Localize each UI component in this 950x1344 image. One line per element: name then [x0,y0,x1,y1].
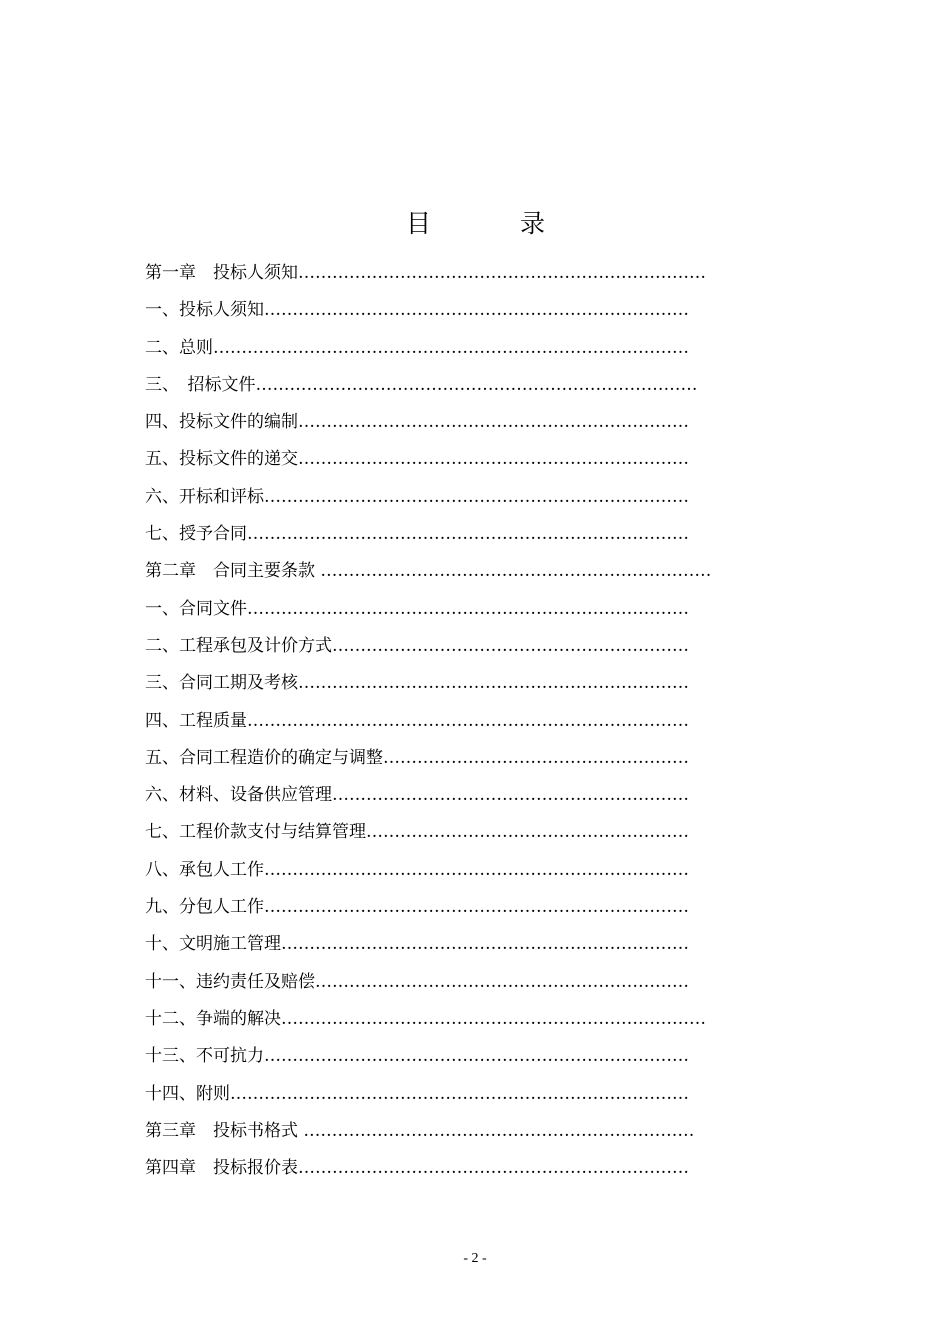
toc-title-char-1: 目 [406,209,432,238]
toc-entry-ch1-s5[interactable]: 五、投标文件的递交…………………………………………………………… [145,449,689,470]
toc-entry-ch2-s9[interactable]: 九、分包人工作………………………………………………………………… [145,897,689,918]
toc-entry-ch2-s6[interactable]: 六、材料、设备供应管理……………………………………………………… [145,785,689,806]
toc-entry-ch2-s11[interactable]: 十一、违约责任及赔偿………………………………………………………… [145,971,689,992]
toc-entry-ch1-s7[interactable]: 七、授予合同…………………………………………………………………… [145,524,689,545]
toc-entry-ch2-s10[interactable]: 十、文明施工管理……………………………………………………………… [145,934,689,955]
toc-entry-ch2-s3[interactable]: 三、合同工期及考核…………………………………………………………… [145,673,689,694]
toc-entry-ch1[interactable]: 第一章 投标人须知……………………………………………………………… [145,263,706,283]
toc-entry-ch2-s1[interactable]: 一、合同文件…………………………………………………………………… [145,598,689,619]
toc-entry-ch3[interactable]: 第三章 投标书格式 …………………………………………………………… [145,1120,695,1141]
toc-entry-ch4[interactable]: 第四章 投标报价表…………………………………………………………… [145,1158,689,1179]
toc-entry-ch1-s3[interactable]: 三、 招标文件…………………………………………………………………… [145,374,698,395]
toc-title-char-2: 录 [520,209,546,238]
toc-list [145,258,825,1190]
toc-entry-ch1-s1[interactable]: 一、投标人须知………………………………………………………………… [145,300,689,321]
page-number: - 2 - [463,1251,487,1266]
toc-entry-ch2-s2[interactable]: 二、工程承包及计价方式……………………………………………………… [145,635,689,656]
toc-entry-ch2-s4[interactable]: 四、工程质量…………………………………………………………………… [145,710,689,731]
toc-entry-ch2-s12[interactable]: 十二、争端的解决………………………………………………………………… [145,1008,706,1029]
toc-entry-ch2-s5[interactable]: 五、合同工程造价的确定与调整……………………………………………… [145,747,689,768]
toc-entry-ch2-s14[interactable]: 十四、附则……………………………………………………………………… [145,1083,689,1104]
toc-entry-ch2-s8[interactable]: 八、承包人工作………………………………………………………………… [145,859,689,880]
toc-entry-ch2[interactable]: 第二章 合同主要条款 …………………………………………………………… [145,561,712,582]
toc-entry-ch1-s4[interactable]: 四、投标文件的编制…………………………………………………………… [145,412,689,433]
toc-entry-ch1-s2[interactable]: 二、总则………………………………………………………………………… [145,337,689,358]
toc-entry-ch2-s7[interactable]: 七、工程价款支付与结算管理………………………………………………… [145,822,689,843]
toc-entry-ch1-s6[interactable]: 六、开标和评标………………………………………………………………… [145,486,689,507]
toc-title [0,204,950,244]
toc-entry-ch2-s13[interactable]: 十三、不可抗力………………………………………………………………… [145,1046,689,1067]
